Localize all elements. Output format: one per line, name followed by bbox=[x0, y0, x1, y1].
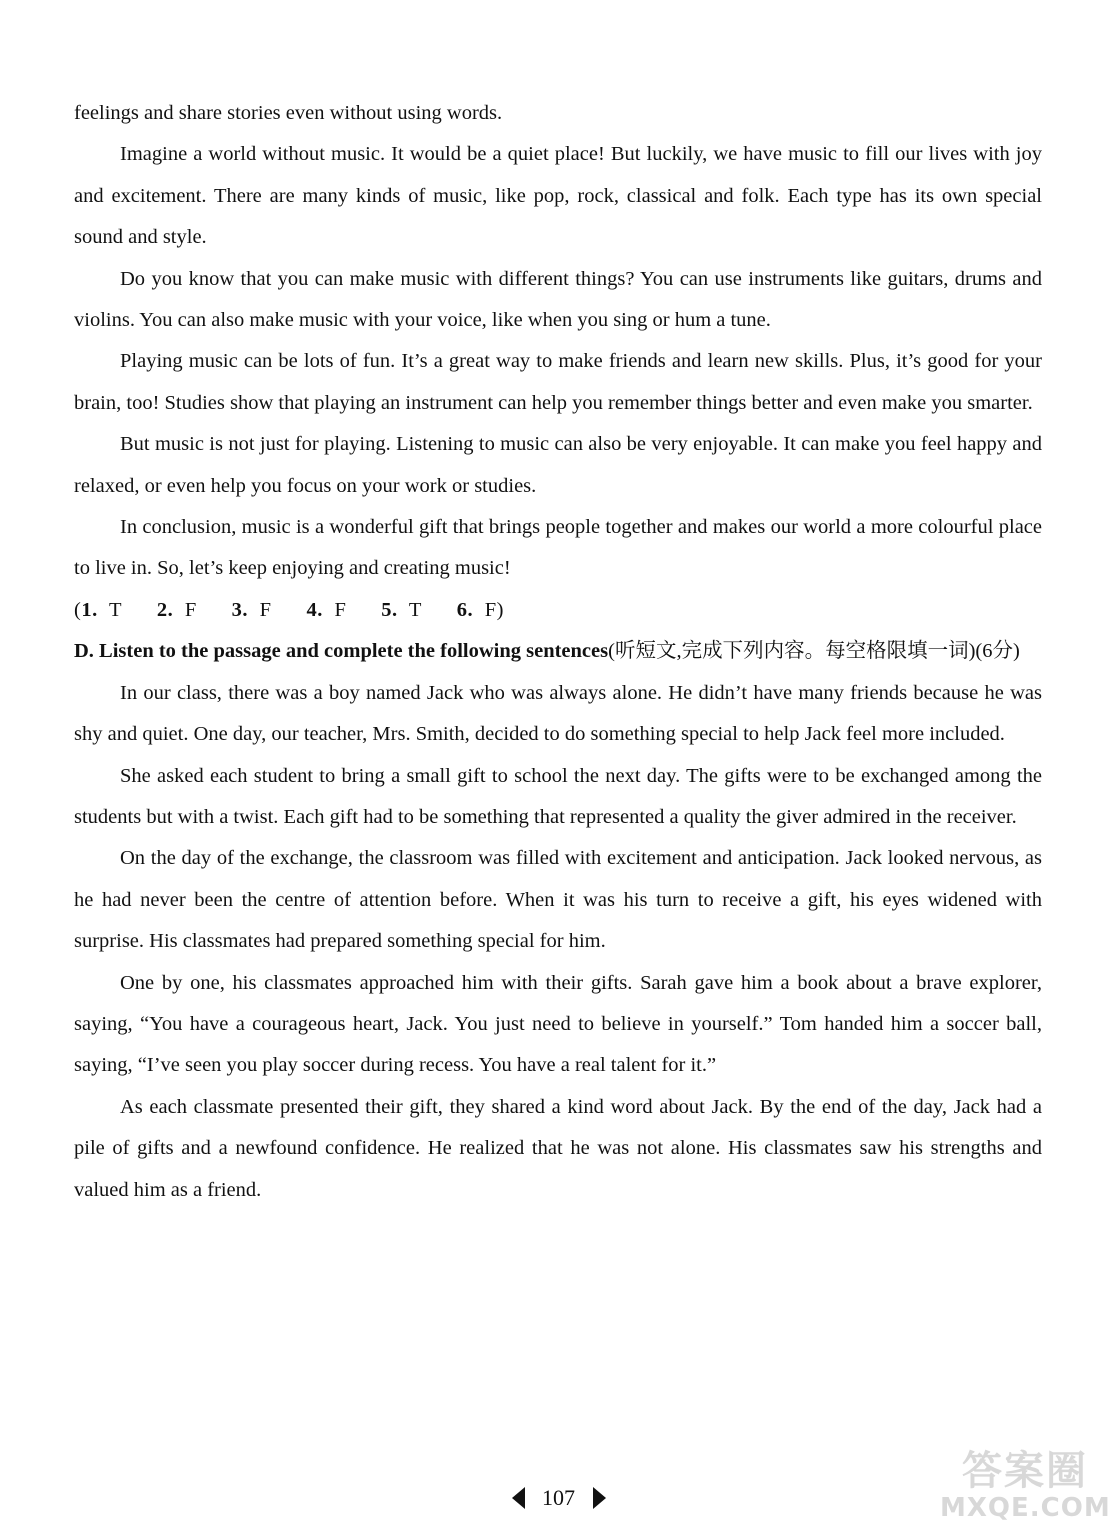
answer-close-paren: ) bbox=[496, 598, 504, 621]
paragraph-gift-task: She asked each student to bring a small gift to school the next day. The gifts were to be exchanged among the students but with a twist. Each gift had to be something that represented a quality the giver admired in the receiver. bbox=[74, 764, 1042, 828]
answer-value: F bbox=[184, 598, 197, 621]
page-content bbox=[74, 93, 1042, 1211]
section-d-heading bbox=[74, 631, 1042, 672]
paragraph-continued: feelings and share stories even without using words. bbox=[74, 102, 503, 124]
paragraph-listening: But music is not just for playing. Listening to music can also be very enjoyable. It can make you feel happy and relaxed, or even help you focus on your work or studies. bbox=[74, 433, 1042, 497]
watermark-text: 答案圈 bbox=[962, 1448, 1088, 1494]
paragraph-ending: As each classmate presented their gift, they shared a kind word about Jack. By the end of the day, Jack had a pile of gifts and a newfound confidence. He realized that he was not alone. His classmates saw his strengths and valued him as a friend. bbox=[74, 1095, 1042, 1201]
section-d-instructions: (听短文,完成下列内容。每空格限填一词)(6分) bbox=[608, 640, 1020, 663]
answer-number: 2. bbox=[156, 598, 174, 621]
section-d-title: D. Listen to the passage and complete the following sentences bbox=[74, 640, 609, 663]
answer-number: 1. bbox=[81, 598, 98, 621]
paragraph-playing-music: Playing music can be lots of fun. It’s a great way to make friends and learn new skills. Plus, it’s good for your brain, too! Studies show that playing an instrument can help you remember things better and even make you smarter. bbox=[74, 350, 1042, 414]
answer-key bbox=[74, 590, 1042, 631]
paragraph-classmates-gifts: One by one, his classmates approached him with their gifts. Sarah gave him a book about a brave explorer, saying, “You have a courageous heart, Jack. You just need to believe in yourself.” Tom handed him a soccer ball, saying, “I’ve seen you play soccer during recess. You have a real talent for it.” bbox=[74, 971, 1042, 1077]
triangle-right-icon bbox=[593, 1487, 606, 1509]
answer-value: F bbox=[259, 598, 272, 621]
answer-number: 6. bbox=[456, 598, 474, 621]
answer-number: 3. bbox=[231, 598, 249, 621]
answer-number: 5. bbox=[381, 598, 398, 621]
answer-open-paren: ( bbox=[74, 598, 82, 621]
answer-value: T bbox=[108, 598, 122, 621]
paragraph-conclusion: In conclusion, music is a wonderful gift that brings people together and makes our world a more colourful place to live in. So, let’s keep enjoying and creating music! bbox=[74, 516, 1042, 580]
page-number: 107 bbox=[542, 1484, 575, 1510]
watermark-logo bbox=[940, 1448, 1110, 1528]
answer-number: 4. bbox=[306, 598, 323, 621]
triangle-left-icon bbox=[512, 1487, 525, 1509]
paragraph-music-world: Imagine a world without music. It would be a quiet place! But luckily, we have music to fill our lives with joy and excitement. There are many kinds of music, like pop, rock, classical and folk. Each type has its own special sound and style. bbox=[74, 143, 1042, 249]
paragraph-exchange-day: On the day of the exchange, the classroom was filled with excitement and anticipation. Jack looked nervous, as he had never been the centre of attention before. When it was his turn to receive a gift, his eyes widened with surprise. His classmates had prepared something special for him. bbox=[74, 847, 1042, 953]
watermark-site: MXQE.COM bbox=[940, 1493, 1111, 1523]
paragraph-make-music: Do you know that you can make music with different things? You can use instruments like guitars, drums and violins. You can also make music with your voice, like when you sing or hum a tune. bbox=[74, 267, 1042, 332]
paragraph-jack-alone: In our class, there was a boy named Jack who was always alone. He didn’t have many friends because he was shy and quiet. One day, our teacher, Mrs. Smith, decided to do something special to help Jack feel more included. bbox=[74, 681, 1042, 746]
answer-value: T bbox=[408, 598, 422, 621]
answer-value: F bbox=[334, 598, 347, 621]
answer-value: F bbox=[484, 598, 497, 621]
